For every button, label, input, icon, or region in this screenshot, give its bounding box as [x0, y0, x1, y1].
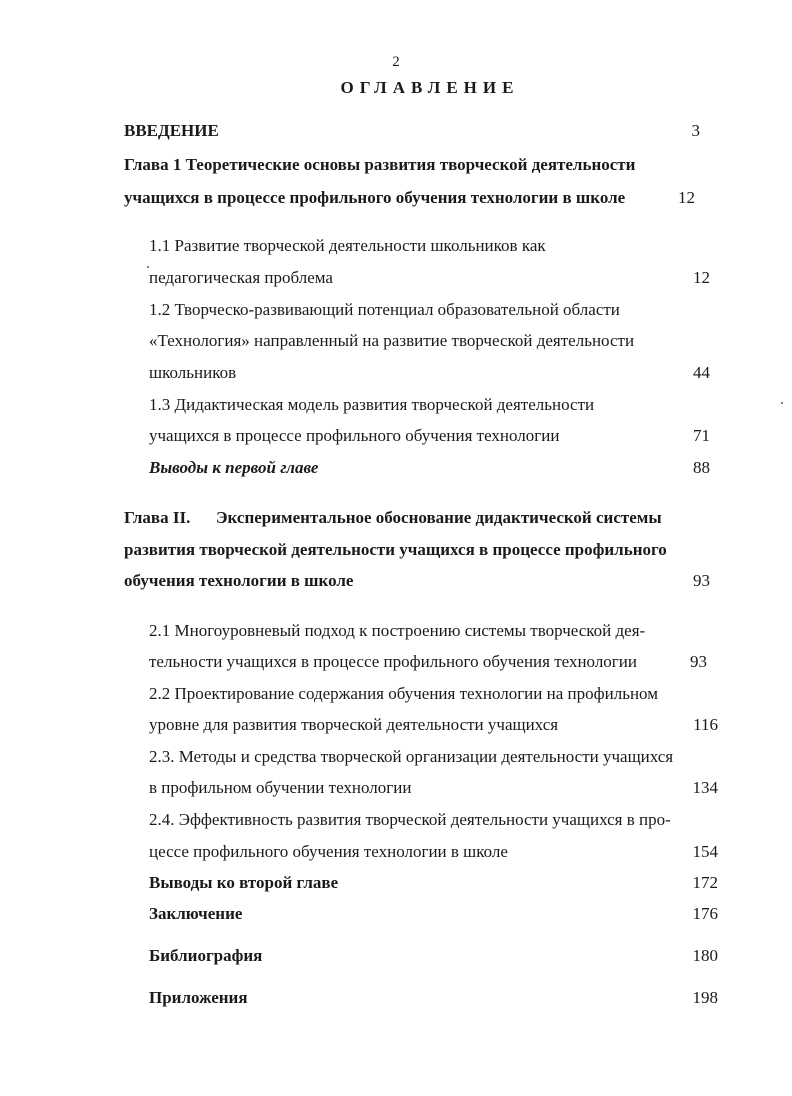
toc-appendices-page: 198 [692, 988, 718, 1007]
toc-section-1-3-page: 71 [693, 426, 710, 445]
toc-section-2-4-line2: цессе профильного обучения технологии в школе [149, 842, 508, 861]
toc-intro-label: ВВЕДЕНИЕ [124, 121, 219, 140]
toc-section-1-2-page: 44 [693, 363, 710, 382]
toc-section-2-2-page: 116 [693, 715, 718, 734]
toc-section-1-2-line2: «Технология» направленный на развитие творческой деятельности [149, 331, 635, 350]
toc-chapter2-title-line2: развития творческой деятельности учащихся в процессе профильного [124, 540, 667, 559]
toc-chapter1-conclusion-page: 88 [693, 458, 710, 477]
toc-section-2-1-line2: тельности учащихся в процессе профильного обучения технологии [149, 652, 637, 671]
toc-chapter1-title-line1: Глава 1 Теоретические основы развития творческой деятельности [124, 155, 636, 174]
toc-chapter1-title-line2: учащихся в процессе профильного обучения технологии в школе [124, 188, 626, 207]
toc-section-2-2-line1: 2.2 Проектирование содержания обучения технологии на профильном [149, 684, 658, 703]
scan-speck [781, 402, 783, 404]
toc-chapter2-conclusion-label: Выводы ко второй главе [149, 873, 339, 892]
toc-bibliography-label: Библиография [149, 946, 263, 965]
scan-speck [147, 266, 149, 268]
toc-section-2-4-line1: 2.4. Эффективность развития творческой деятельности учащихся в про- [149, 810, 671, 829]
toc-chapter2-label: Глава II. [124, 508, 191, 527]
toc-section-2-4-page: 154 [692, 842, 718, 861]
toc-chapter2-page: 93 [693, 571, 710, 590]
toc-section-1-3-line2: учащихся в процессе профильного обучения технологии [149, 426, 560, 445]
toc-intro-page: 3 [691, 121, 700, 140]
page-number: 2 [392, 54, 400, 70]
toc-chapter1-page: 12 [678, 188, 695, 207]
toc-conclusion-label: Заключение [149, 904, 243, 923]
toc-appendices-label: Приложения [149, 988, 248, 1007]
toc-section-1-1-line1: 1.1 Развитие творческой деятельности школьников как [149, 236, 546, 255]
page-title: ОГЛАВЛЕНИЕ [340, 78, 520, 97]
toc-conclusion-page: 176 [692, 904, 718, 923]
toc-section-1-3-line1: 1.3 Дидактическая модель развития творческой деятельности [149, 395, 595, 414]
toc-section-1-2-line3: школьников [149, 363, 237, 382]
toc-section-2-2-line2: уровне для развития творческой деятельности учащихся [149, 715, 559, 734]
toc-chapter2-title-line3: обучения технологии в школе [124, 571, 354, 590]
toc-chapter1-conclusion-label: Выводы к первой главе [149, 458, 319, 477]
toc-section-2-3-line1: 2.3. Методы и средства творческой организации деятельности учащихся [149, 747, 674, 766]
toc-chapter2-conclusion-page: 172 [692, 873, 718, 892]
toc-section-2-3-line2: в профильном обучении технологии [149, 778, 412, 797]
toc-section-1-1-line2: педагогическая проблема [149, 268, 333, 287]
toc-section-2-1-line1: 2.1 Многоуровневый подход к построению системы творческой дея- [149, 621, 646, 640]
toc-section-1-2-line1: 1.2 Творческо-развивающий потенциал образовательной области [149, 300, 620, 319]
toc-section-2-1-page: 93 [690, 652, 707, 671]
toc-section-2-3-page: 134 [692, 778, 718, 797]
toc-bibliography-page: 180 [692, 946, 718, 965]
toc-chapter2-title-line1: Экспериментальное обоснование дидактической системы [216, 508, 662, 527]
toc-section-1-1-page: 12 [693, 268, 710, 287]
